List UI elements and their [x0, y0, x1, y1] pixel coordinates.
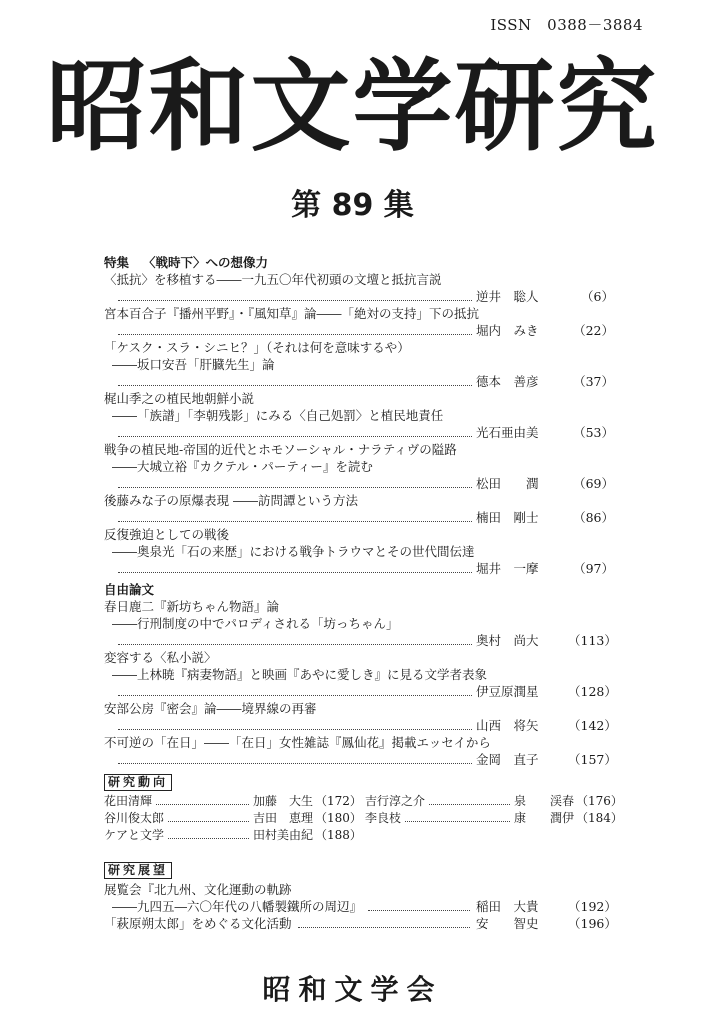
trend-entry [104, 793, 362, 810]
article-subtitle: ――「族譜」「李朝残影」にみる〈自己処罰〉と植民地責任 [112, 408, 444, 423]
article-title: 不可逆の「在日」――「在日」女性雑誌『鳳仙花』掲載エッセイから [104, 735, 491, 750]
article-subtitle: ――坂口安吾「肝臓先生」論 [112, 357, 275, 372]
dot-leader [118, 487, 472, 488]
article-byline [104, 683, 617, 700]
article-entry [104, 390, 614, 441]
trend-title: 谷川俊太郎 [104, 811, 165, 825]
free-article-list [104, 598, 617, 768]
article-author: 金岡 直子 [476, 752, 539, 767]
special-theme: 〈戦時下〉への想像力 [143, 255, 269, 270]
dot-leader [118, 695, 472, 696]
article-author: 奥村 尚大 [476, 633, 539, 648]
survey-title: 展覧会『北九州、文化運動の軌跡 [104, 882, 292, 897]
page-number: （157） [568, 752, 617, 767]
trend-entry [365, 793, 623, 810]
journal-title: 昭和文学研究 [46, 48, 659, 165]
survey-title: 「萩原朔太郎」をめぐる文化活動 [104, 916, 292, 931]
dot-leader [118, 300, 472, 301]
page-number: （188） [315, 828, 362, 842]
article-author: 光石亜由美 [476, 425, 539, 440]
trend-entry [365, 810, 623, 827]
issue-number: 第 89 集 [291, 188, 414, 223]
article-author: 逆井 聡人 [476, 289, 539, 304]
trend-author: 田村美由紀 [253, 828, 314, 842]
dot-leader [429, 804, 510, 805]
article-title: 戦争の植民地-帝国的近代とホモソーシャル・ナラティヴの隘路 [104, 442, 457, 457]
page-number: （192） [568, 899, 617, 914]
article-byline [104, 424, 614, 441]
article-subtitle: ――奥泉光「石の来歴」における戦争トラウマとその世代間伝達 [112, 544, 475, 559]
dot-leader [118, 763, 472, 764]
free-papers-heading: 自由論文 [104, 582, 155, 597]
survey-entry [104, 881, 617, 915]
article-byline [104, 751, 617, 768]
survey-byline [104, 898, 617, 915]
article-author: 堀内 みき [476, 323, 539, 338]
dot-leader [118, 521, 472, 522]
survey-subtitle: ――九四五―六〇年代の八幡製鐵所の周辺』 [112, 899, 363, 914]
article-title: 梶山季之の植民地朝鮮小説 [104, 391, 255, 406]
dot-leader [118, 729, 472, 730]
page-number: （86） [573, 510, 614, 525]
page-number: （37） [573, 374, 614, 389]
dot-leader [298, 927, 470, 928]
page-number: （6） [581, 289, 614, 304]
dot-leader [168, 838, 249, 839]
article-entry [104, 271, 614, 305]
table-of-contents [104, 252, 623, 932]
page-number: （176） [576, 794, 623, 808]
publisher: 昭和文学会 [262, 973, 443, 1006]
page-number: （53） [573, 425, 614, 440]
survey-entry [104, 915, 617, 932]
page-number: （172） [315, 794, 362, 808]
page-number: （180） [315, 811, 362, 825]
article-title: 安部公房『密会』論――境界線の再審 [104, 701, 317, 716]
dot-leader [156, 804, 249, 805]
research-trends-list [104, 793, 623, 844]
page-number: （113） [568, 633, 617, 648]
dot-leader [405, 821, 510, 822]
issn: ISSN 0388－3884 [490, 16, 643, 34]
article-entry [104, 339, 614, 390]
trend-entry [104, 827, 362, 844]
article-entry [104, 598, 617, 649]
article-title: 春日鹿二『新坊ちゃん物語』論 [104, 599, 280, 614]
article-byline [104, 288, 614, 305]
special-label: 特集 [104, 255, 130, 270]
article-title: 「ケスク・スラ・シニヒ？」（それは何を意味するや） [104, 340, 410, 355]
page-number: （184） [576, 811, 623, 825]
article-title: 反復強迫としての戦後 [104, 527, 230, 542]
trend-author: 康 潤伊 [514, 811, 575, 825]
page-number: （22） [573, 323, 614, 338]
article-author: 堀井 一摩 [476, 561, 539, 576]
trend-author: 吉田 恵理 [253, 811, 314, 825]
article-subtitle: ――行刑制度の中でパロディされる「坊っちゃん」 [112, 616, 399, 631]
dot-leader [118, 436, 472, 437]
dot-leader [118, 572, 472, 573]
trend-title: ケアと文学 [104, 828, 165, 842]
article-entry [104, 734, 617, 768]
dot-leader [168, 821, 249, 822]
article-byline [104, 322, 614, 339]
article-title: 後藤みな子の原爆表現 ――訪問譚という方法 [104, 493, 358, 508]
article-author: 德本 善彦 [476, 374, 539, 389]
dot-leader [118, 334, 472, 335]
article-title: 〈抵抗〉を移植する――一九五〇年代初頭の文壇と抵抗言説 [104, 272, 442, 287]
dot-leader [118, 644, 472, 645]
article-title: 宮本百合子『播州平野』・『風知草』論――「絶対の支持」下の抵抗 [104, 306, 480, 321]
page-number: （97） [573, 561, 614, 576]
research-survey-list [104, 881, 617, 932]
article-byline [104, 560, 614, 577]
page-number: （196） [568, 916, 617, 931]
special-article-list [104, 271, 614, 577]
article-byline [104, 373, 614, 390]
article-subtitle: ――上林暁『病妻物語』と映画『あやに愛しき』に見る文学者表象 [112, 667, 488, 682]
survey-author: 稲田 大貴 [476, 899, 539, 914]
survey-byline [104, 915, 617, 932]
research-trends-heading: 研究動向 [104, 774, 172, 791]
trend-author: 泉 渓春 [514, 794, 575, 808]
article-subtitle: ――大城立裕『カクテル・パーティー』を読む [112, 459, 373, 474]
article-byline [104, 717, 617, 734]
article-title: 変容する〈私小説〉 [104, 650, 217, 665]
article-entry [104, 526, 614, 577]
article-byline [104, 475, 614, 492]
article-entry [104, 305, 614, 339]
trend-title: 吉行淳之介 [365, 794, 426, 808]
research-survey-heading: 研究展望 [104, 862, 172, 879]
special-feature-heading [104, 254, 614, 271]
trend-entry [104, 810, 362, 827]
article-author: 山西 将矢 [476, 718, 539, 733]
trend-title: 李良枝 [365, 811, 402, 825]
dot-leader [368, 910, 470, 911]
survey-author: 安 智史 [476, 916, 539, 931]
trend-author: 加藤 大生 [253, 794, 314, 808]
article-entry [104, 492, 614, 526]
page-number: （69） [573, 476, 614, 491]
page-number: （128） [568, 684, 617, 699]
article-byline [104, 509, 614, 526]
article-byline [104, 632, 617, 649]
article-entry [104, 700, 617, 734]
article-author: 伊豆原潤星 [476, 684, 539, 699]
article-author: 松田 潤 [476, 476, 539, 491]
trend-title: 花田清輝 [104, 794, 153, 808]
article-entry [104, 441, 614, 492]
dot-leader [118, 385, 472, 386]
article-entry [104, 649, 617, 700]
article-author: 楠田 剛士 [476, 510, 539, 525]
page-number: （142） [568, 718, 617, 733]
